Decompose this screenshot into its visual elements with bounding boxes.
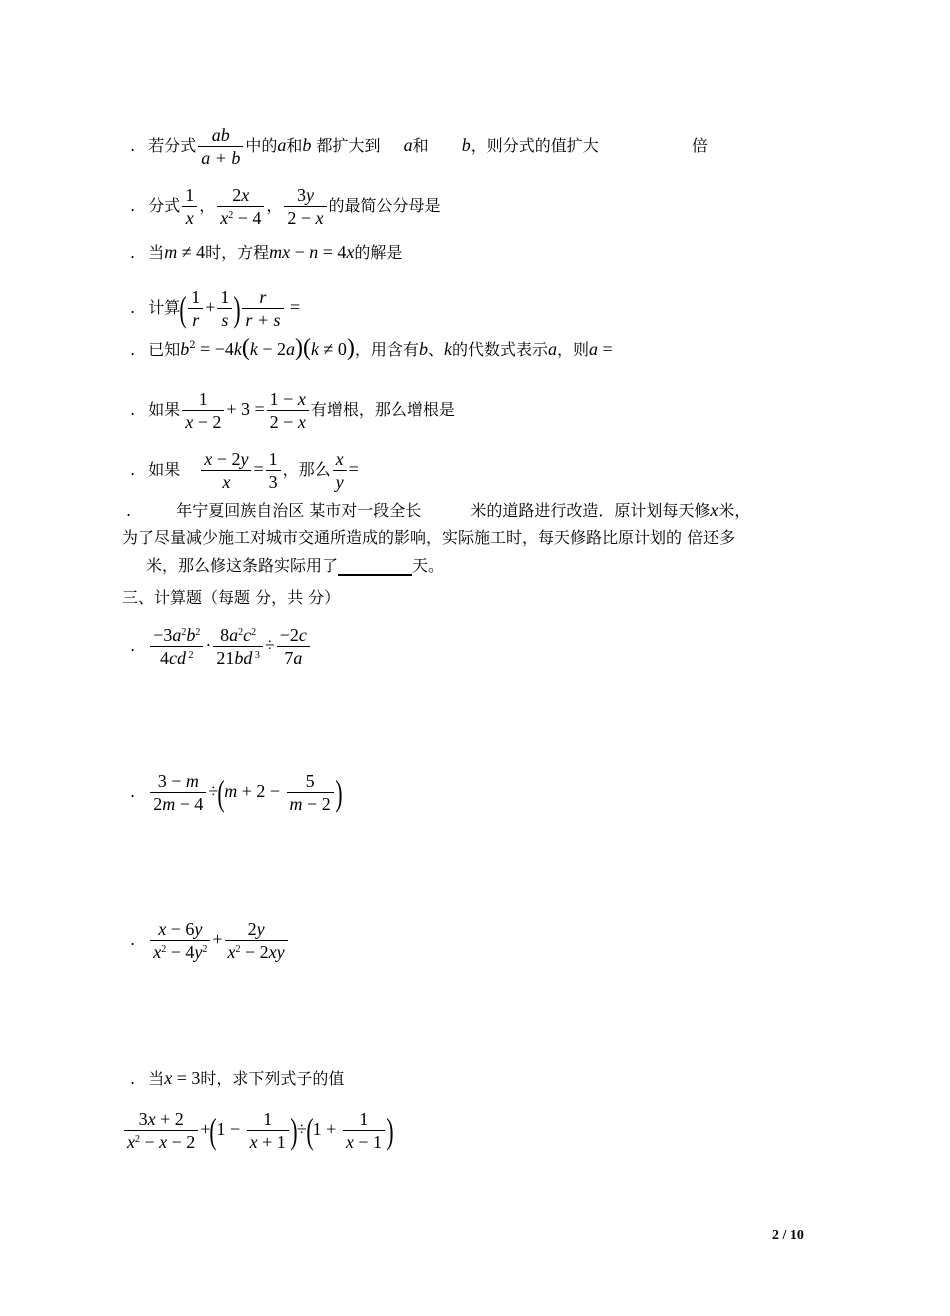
question-1: . 若分式 $\frac{ab}{a + b}$ 中的a和b 都扩大到 a和 b，则分式的值扩大 倍 (130, 125, 708, 168)
formula-r-over-r-plus-s: $\frac{r}{r + s}$ (242, 286, 283, 331)
calc-1: . $\frac{-3a^2b^2}{4cd ^2}$ · $\frac{8a^2c^2}{21bd ^3}$ ÷ $\frac{-2c}{7a}$ (130, 624, 312, 669)
formula-3y-over-2-minus-x: $\frac{3y}{2 - x}$ (284, 184, 326, 229)
question-8-line-1: . 年宁夏回族自治区 某市对一段全长 米的道路进行改造．原计划每天修x米， (126, 500, 751, 520)
question-8-line-2: 为了尽量减少施工对城市交通所造成的影响，实际施工时，每天修路比原计划的 倍还多 (122, 528, 736, 547)
formula-1-over-x: $\frac{1}{x}$ (182, 184, 197, 229)
page-number: 2 / 10 (772, 1228, 804, 1243)
question-8-line-3: 米，那么修这条路实际用了 天。 (146, 556, 445, 575)
calc-4: . 当x = 3时，求下列式子的值 (130, 1068, 345, 1088)
left-paren: ( (179, 288, 187, 329)
question-2: . 分式 $\frac{1}{x}$ ， $\frac{2x}{x^2 - 4}$ ， $\frac{3y}{2 - x}$ 的最简公分母是 (130, 185, 441, 228)
calc-4-expression: $\frac{3x + 2}{x^2 - x - 2}$ +(1 − $\frac{1}{x + 1}$ )÷(1 + $\frac{1}{x - 1}$ ) (122, 1108, 393, 1153)
section-3-title: 三、计算题（每题 分，共 分） (122, 588, 341, 607)
formula-ab-over-a-plus-b: $\frac{ab}{a + b}$ (198, 124, 243, 169)
calc-3: . $\frac{x - 6y}{x^2 - 4y^2}$ + $\frac{2y}{x^2 - 2xy}$ (130, 918, 290, 963)
question-3: . 当m ≠ 4时，方程mx − n = 4x的解是 (130, 242, 403, 262)
answer-blank (338, 574, 412, 576)
calc-2: . $\frac{3 - m}{2m - 4}$ ÷(m + 2 − $\frac{5}{m - 2}$ ) (130, 771, 343, 814)
question-6: . 如果 $\frac{1}{x - 2}$ + 3 = $\frac{1 - x}{2 - x}$ 有增根，那么增根是 (130, 389, 455, 432)
question-4: . 计算( $\frac{1}{r}$ + $\frac{1}{s}$ ) $\frac{r}{r + s}$ = (130, 287, 301, 330)
right-paren: ) (233, 288, 241, 329)
question-5: . 已知$b^2 = -4k(k - 2a)(k \ne 0)$，用含有b、k的代数式表示a，则a = (130, 335, 613, 361)
q1-text-a: 若分式 (148, 136, 197, 155)
question-7: . 如果 $\frac{x - 2y}{x}$ = $\frac{1}{3}$ ，那么 $\frac{x}{y}$ = (130, 449, 359, 492)
formula-2x-over-x2-minus-4: $\frac{2x}{x^2 - 4}$ (217, 184, 264, 229)
